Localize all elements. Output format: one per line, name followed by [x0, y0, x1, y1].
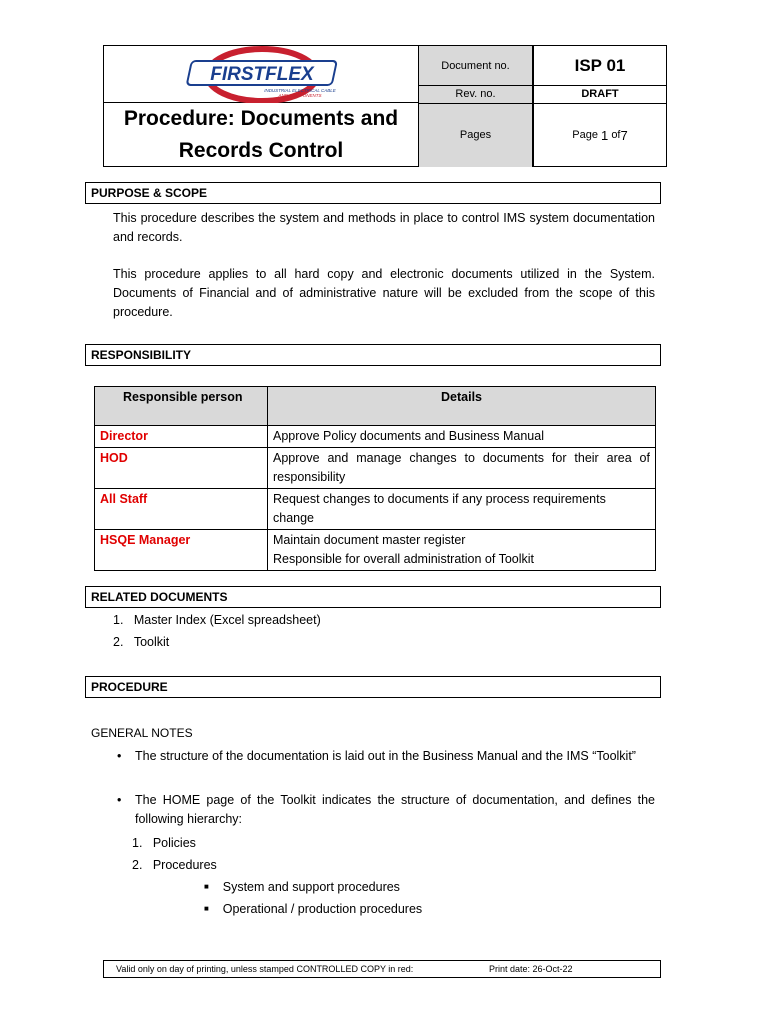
square-bullet-icon: ■: [204, 882, 209, 891]
purpose-paragraph-1: This procedure describes the system and methods in place to control IMS system documentation and records.: [113, 211, 655, 244]
page-count: Page 1 of 7: [572, 127, 628, 143]
general-notes-heading: GENERAL NOTES: [91, 726, 193, 740]
section-purpose-scope: PURPOSE & SCOPE: [85, 182, 661, 204]
page-footer: [103, 960, 661, 978]
rev-label: Rev. no.: [419, 85, 533, 103]
document-header: [103, 45, 667, 167]
table-row: Director Approve Policy documents and Business Manual: [95, 426, 656, 448]
logo-cell: [104, 46, 419, 103]
col-details: Details: [268, 387, 656, 426]
rev-value: DRAFT: [581, 88, 619, 100]
section-related-documents: RELATED DOCUMENTS: [85, 586, 661, 608]
page-title: Procedure: Documents and Records Control: [104, 103, 419, 167]
table-row: HOD Approve and manage changes to documents for their area of responsibility: [95, 448, 656, 489]
purpose-paragraph-2: This procedure applies to all hard copy and electronic documents utilized in the System. Documents of Financial and of administrative nature will be excluded from the scope of this procedure.: [113, 267, 655, 319]
list-item: 1. Policies: [132, 836, 196, 850]
pages-label: Pages: [419, 103, 533, 167]
table-row: HSQE Manager Maintain document master register Responsible for overall administration of Toolkit: [95, 530, 656, 571]
list-item: 2. Procedures: [132, 858, 217, 872]
responsibility-table: [94, 386, 656, 571]
footer-validity: Valid only on day of printing, unless stamped CONTROLLED COPY in red:: [116, 964, 414, 974]
list-item: ■ Operational / production procedures: [204, 902, 423, 916]
firstflex-logo: [104, 46, 419, 103]
svg-text:INDUSTRIAL ELECTRICAL CABLE: INDUSTRIAL ELECTRICAL CABLE: [264, 88, 336, 93]
square-bullet-icon: ■: [204, 904, 209, 913]
doc-no-label: Document no.: [419, 46, 533, 85]
footer-print-date: Print date: 26-Oct-22: [489, 964, 573, 974]
procedure-bullet-1: The structure of the documentation is laid out in the Business Manual and the IMS “Toolkit”: [135, 749, 636, 763]
list-item: ■ System and support procedures: [204, 880, 400, 894]
doc-no-value: ISP 01: [574, 55, 626, 75]
col-responsible-person: Responsible person: [95, 387, 268, 426]
list-item: 2. Toolkit: [113, 635, 170, 649]
list-item: 1. Master Index (Excel spreadsheet): [113, 613, 321, 627]
table-row: All Staff Request changes to documents if any process requirements change: [95, 489, 656, 530]
procedure-bullet-2: The HOME page of the Toolkit indicates the structure of documentation, and defines the following hierarchy:: [135, 793, 655, 826]
bullet-icon: •: [117, 749, 122, 763]
section-responsibility: RESPONSIBILITY: [85, 344, 661, 366]
svg-text:AND COMPONENTS: AND COMPONENTS: [278, 93, 322, 98]
section-procedure: PROCEDURE: [85, 676, 661, 698]
bullet-icon: •: [117, 793, 122, 807]
logo-text: FIRSTFLEX: [210, 64, 314, 85]
